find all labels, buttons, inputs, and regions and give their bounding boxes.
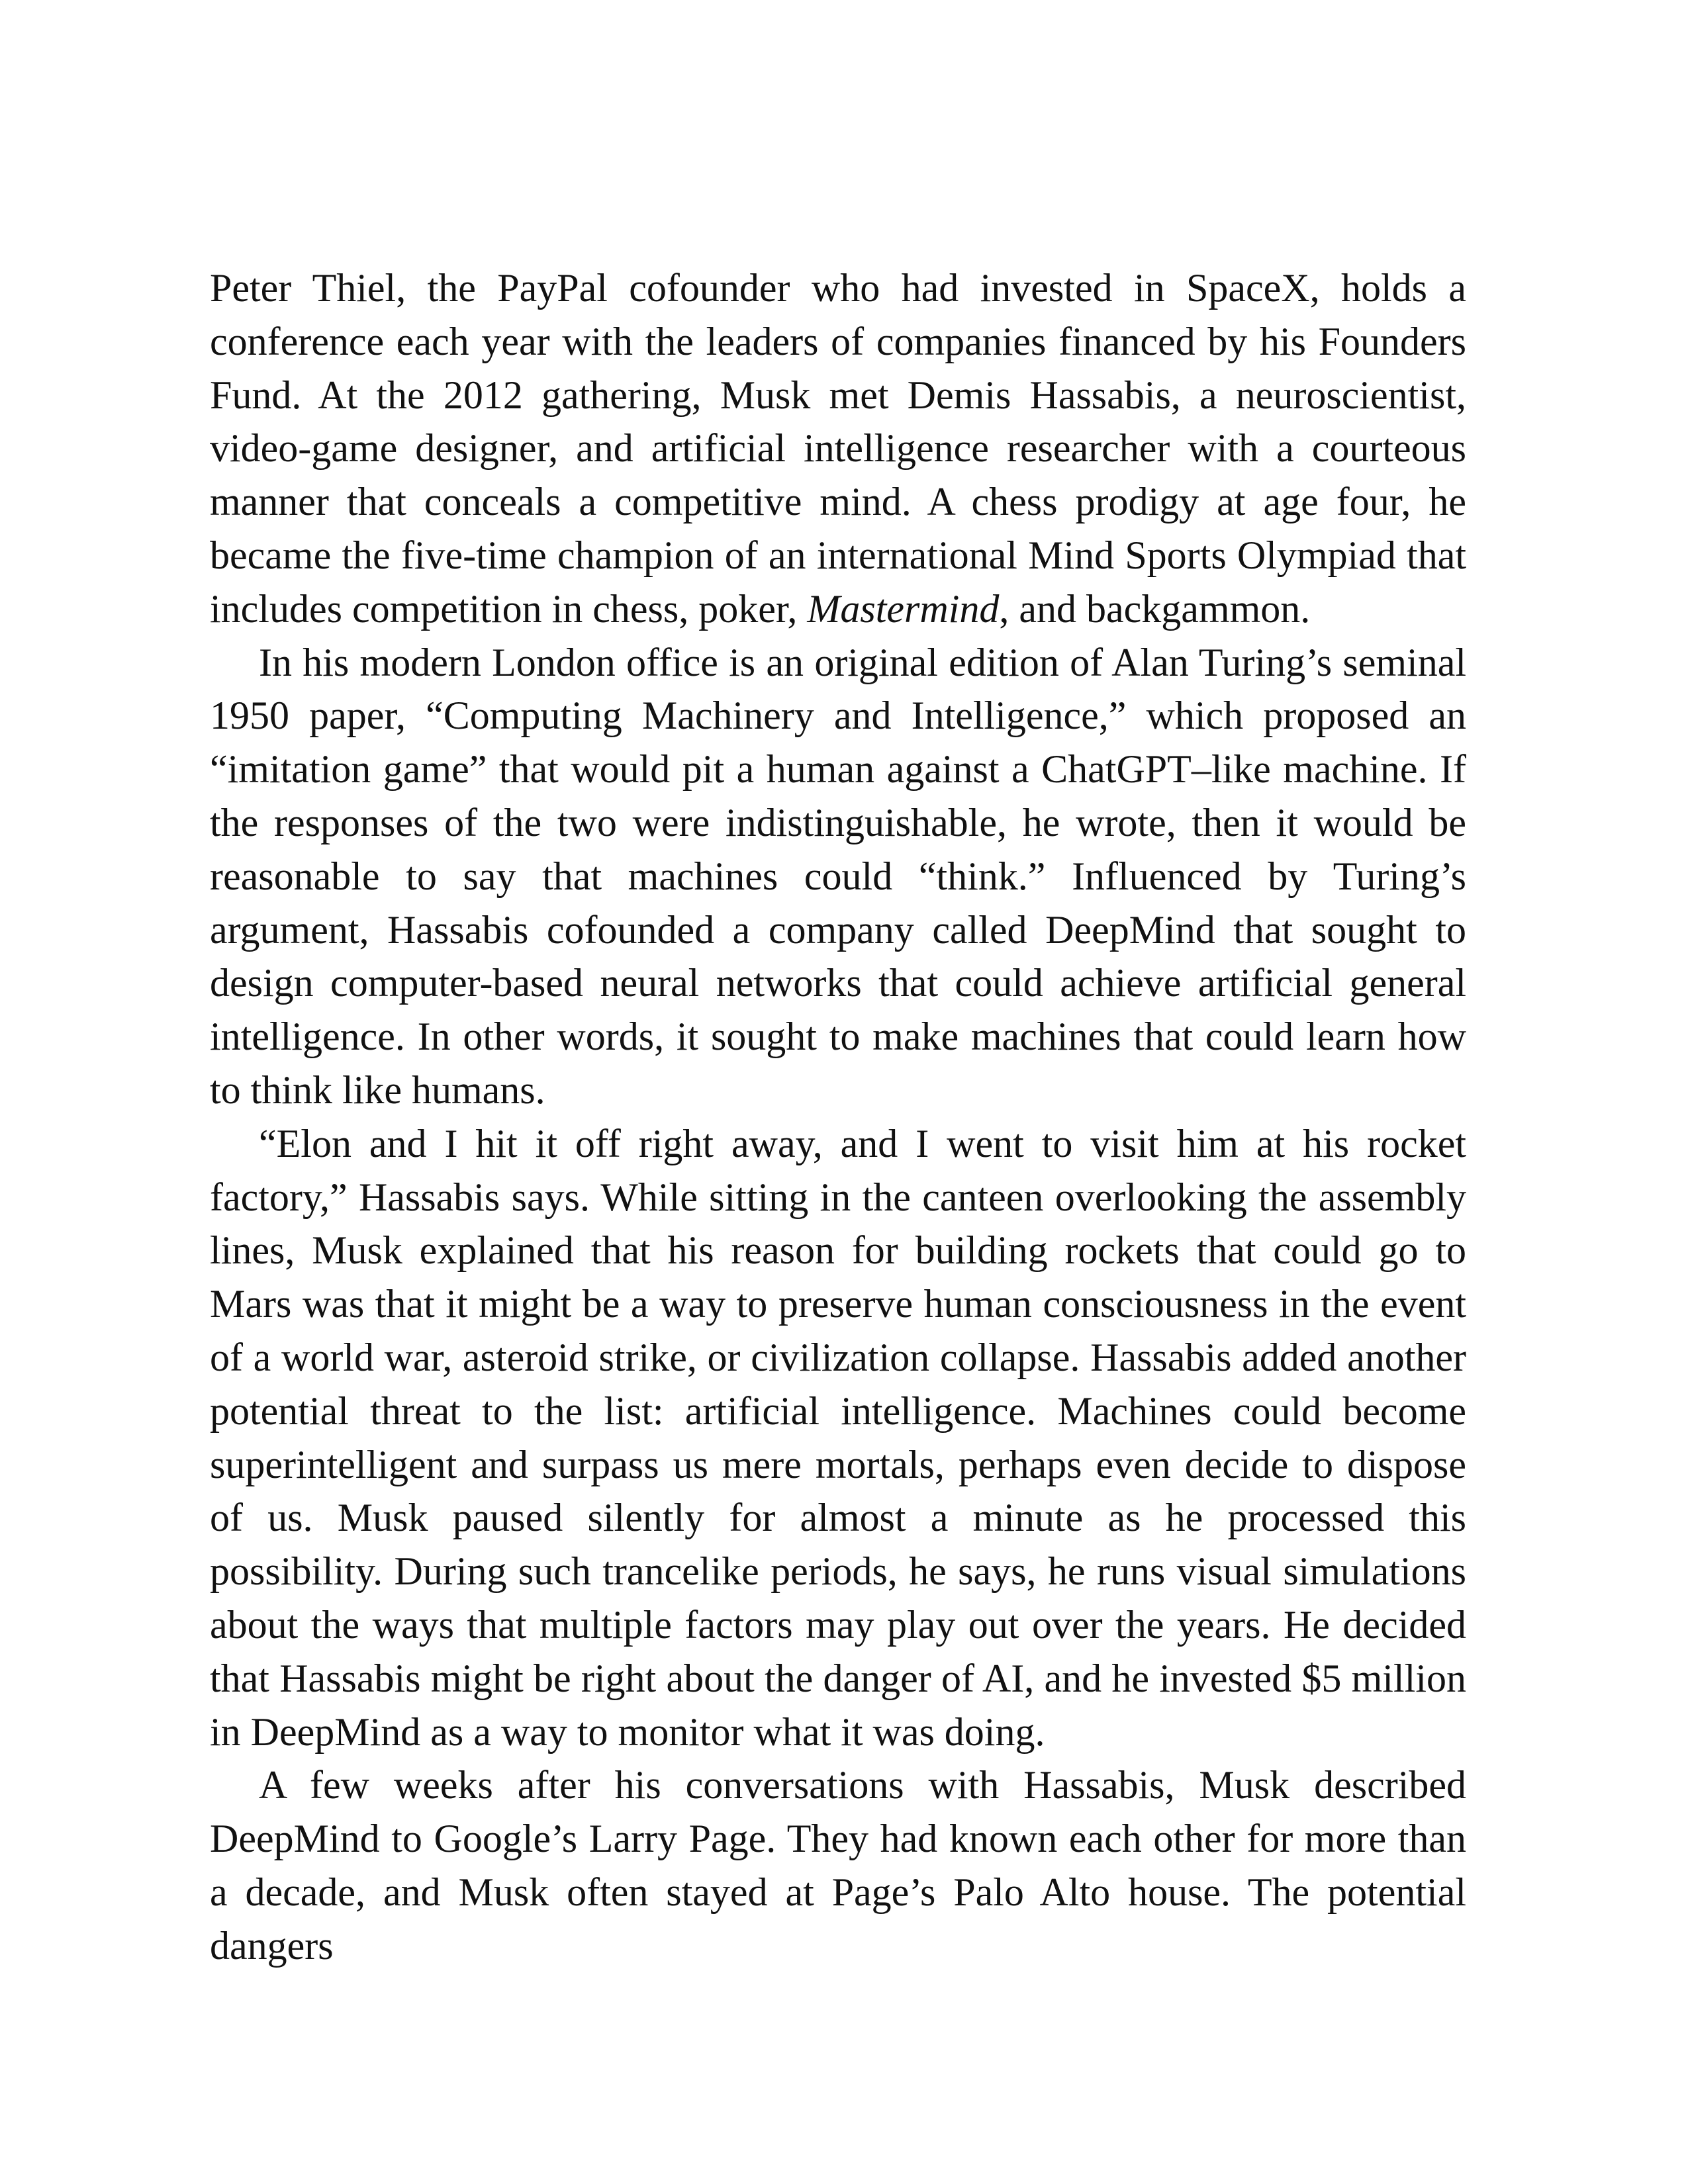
page-body — [210, 261, 1466, 1973]
paragraph-3: “Elon and I hit it off right away, and I went to visit him at his rocket factory,” Hassabis says. While sitting in the canteen overlooking the assembly lines, Musk explained that his reason for building rockets that could go to Mars was that it might be a way to preserve human consciousness in the event of a world war, asteroid strike, or civilization collapse. Hassabis added another potential threat to the list: artificial intelligence. Machines could become superintelligent and surpass us mere mortals, perhaps even decide to dispose of us. Musk paused silently for almost a minute as he processed this possibility. During such trancelike periods, he says, he runs visual simulations about the ways that multiple factors may play out over the years. He decided that Hassabis might be right about the danger of AI, and he invested $5 million in DeepMind as a way to monitor what it was doing. — [210, 1121, 1466, 1754]
paragraph-1-italic: Mastermind — [807, 586, 1000, 631]
paragraph-4: A few weeks after his conversations with Hassabis, Musk described DeepMind to Google’s Larry Page. They had known each other for more than a decade, and Musk often stayed at Page’s Palo Alto house. The potential dangers — [210, 1763, 1466, 1968]
paragraph-2: In his modern London office is an original edition of Alan Turing’s seminal 1950 paper, “Computing Machinery and Intelligence,” which proposed an “imitation game” that would pit a human against a ChatGPT–like machine. If the responses of the two were indistinguishable, he wrote, then it would be reasonable to say that machines could “think.” Influenced by Turing’s argument, Hassabis cofounded a company called DeepMind that sought to design computer-based neural networks that could achieve artificial general intelligence. In other words, it sought to make machines that could learn how to think like humans. — [210, 640, 1466, 1112]
paragraph-1-text-end: , and backgammon. — [999, 586, 1311, 631]
paragraph-1 — [210, 261, 1466, 636]
paragraph-1-text: Peter Thiel, the PayPal cofounder who had invested in SpaceX, holds a conference each year with the leaders of companies financed by his Founders Fund. At the 2012 gathering, Musk met Demis Hassabis, a neuroscientist, video-game designer, and artificial intelligence researcher with a courteous manner that conceals a competitive mind. A chess prodigy at age four, he became the five-time champion of an international Mind Sports Olympiad that includes competition in chess, poker, — [210, 266, 1466, 631]
